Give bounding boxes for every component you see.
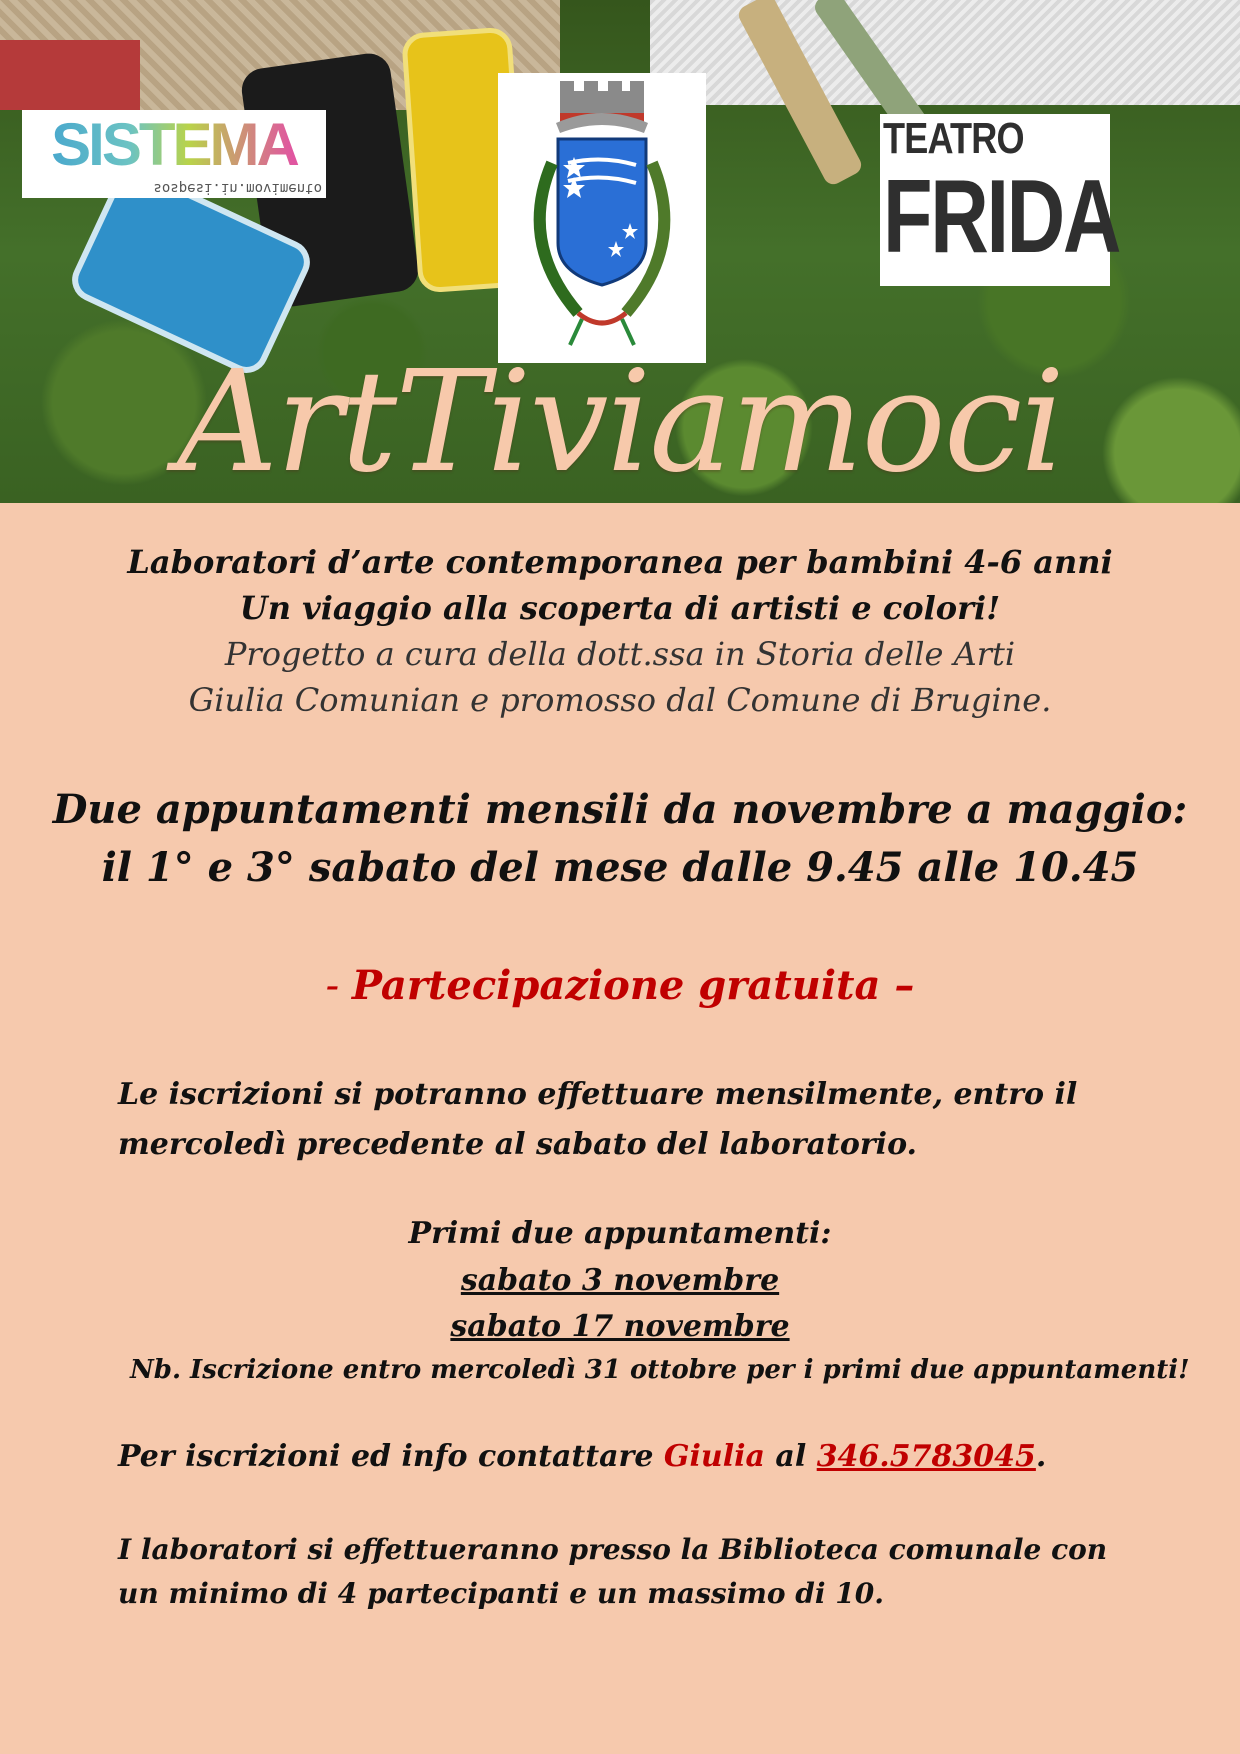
contact-suffix: . (1035, 1439, 1047, 1474)
first-date-2: sabato 17 novembre (450, 1309, 790, 1344)
coat-of-arms-icon (498, 73, 706, 363)
schedule-line-1: Due appuntamenti mensili da novembre a maggio: (52, 786, 1188, 833)
intro-line-3: Progetto a cura della dott.ssa in Storia delle Arti (224, 635, 1016, 673)
red-fabric (0, 40, 140, 110)
free-prefix: - (325, 963, 352, 1009)
location-text: I laboratori si effettueranno presso la Biblioteca comunale con un minimo di 4 partecipanti e un massimo di 10. (118, 1533, 1108, 1610)
intro-line-2: Un viaggio alla scoperta di artisti e colori! (239, 589, 1001, 627)
page-title: ArtTiviamoci (177, 341, 1063, 503)
contact-name: Giulia (663, 1439, 765, 1474)
sistema-logo-tagline: sospesi.in.movimento (153, 180, 322, 196)
intro-line-4: Giulia Comunian e promosso dal Comune di Brugine. (188, 681, 1052, 719)
phone-link[interactable]: 346.5783045 (816, 1439, 1036, 1474)
free-text: Partecipazione gratuita – (351, 962, 915, 1009)
teatro-logo-line2: FRIDA (883, 159, 1120, 275)
sistema-logo (22, 110, 326, 198)
enrolment-text: Le iscrizioni si potranno effettuare mensilmente, entro il mercoledì precedente al sabato del laboratorio. (118, 1077, 1078, 1162)
teatro-logo-line1: TEATRO (883, 114, 1024, 163)
header-photo (0, 0, 1240, 503)
free-participation (0, 958, 1240, 1014)
contact-line (118, 1433, 1138, 1481)
contact-mid: al (764, 1439, 817, 1474)
contact-prefix: Per iscrizioni ed info contattare (118, 1439, 664, 1474)
schedule-line-2: il 1° e 3° sabato del mese dalle 9.45 alle 10.45 (101, 844, 1139, 891)
first-date-1: sabato 3 novembre (460, 1263, 780, 1298)
first-dates-heading: Primi due appuntamenti: (408, 1216, 832, 1251)
sistema-logo-word: SISTEMA (26, 112, 322, 178)
enrolment-note: Nb. Iscrizione entro mercoledì 31 ottobre per i primi due appuntamenti! (130, 1355, 1190, 1385)
intro-line-1: Laboratori d’arte contemporanea per bambini 4-6 anni (127, 543, 1113, 581)
coat-of-arms-icon (498, 73, 706, 363)
teatro-frida-logo (880, 114, 1120, 286)
